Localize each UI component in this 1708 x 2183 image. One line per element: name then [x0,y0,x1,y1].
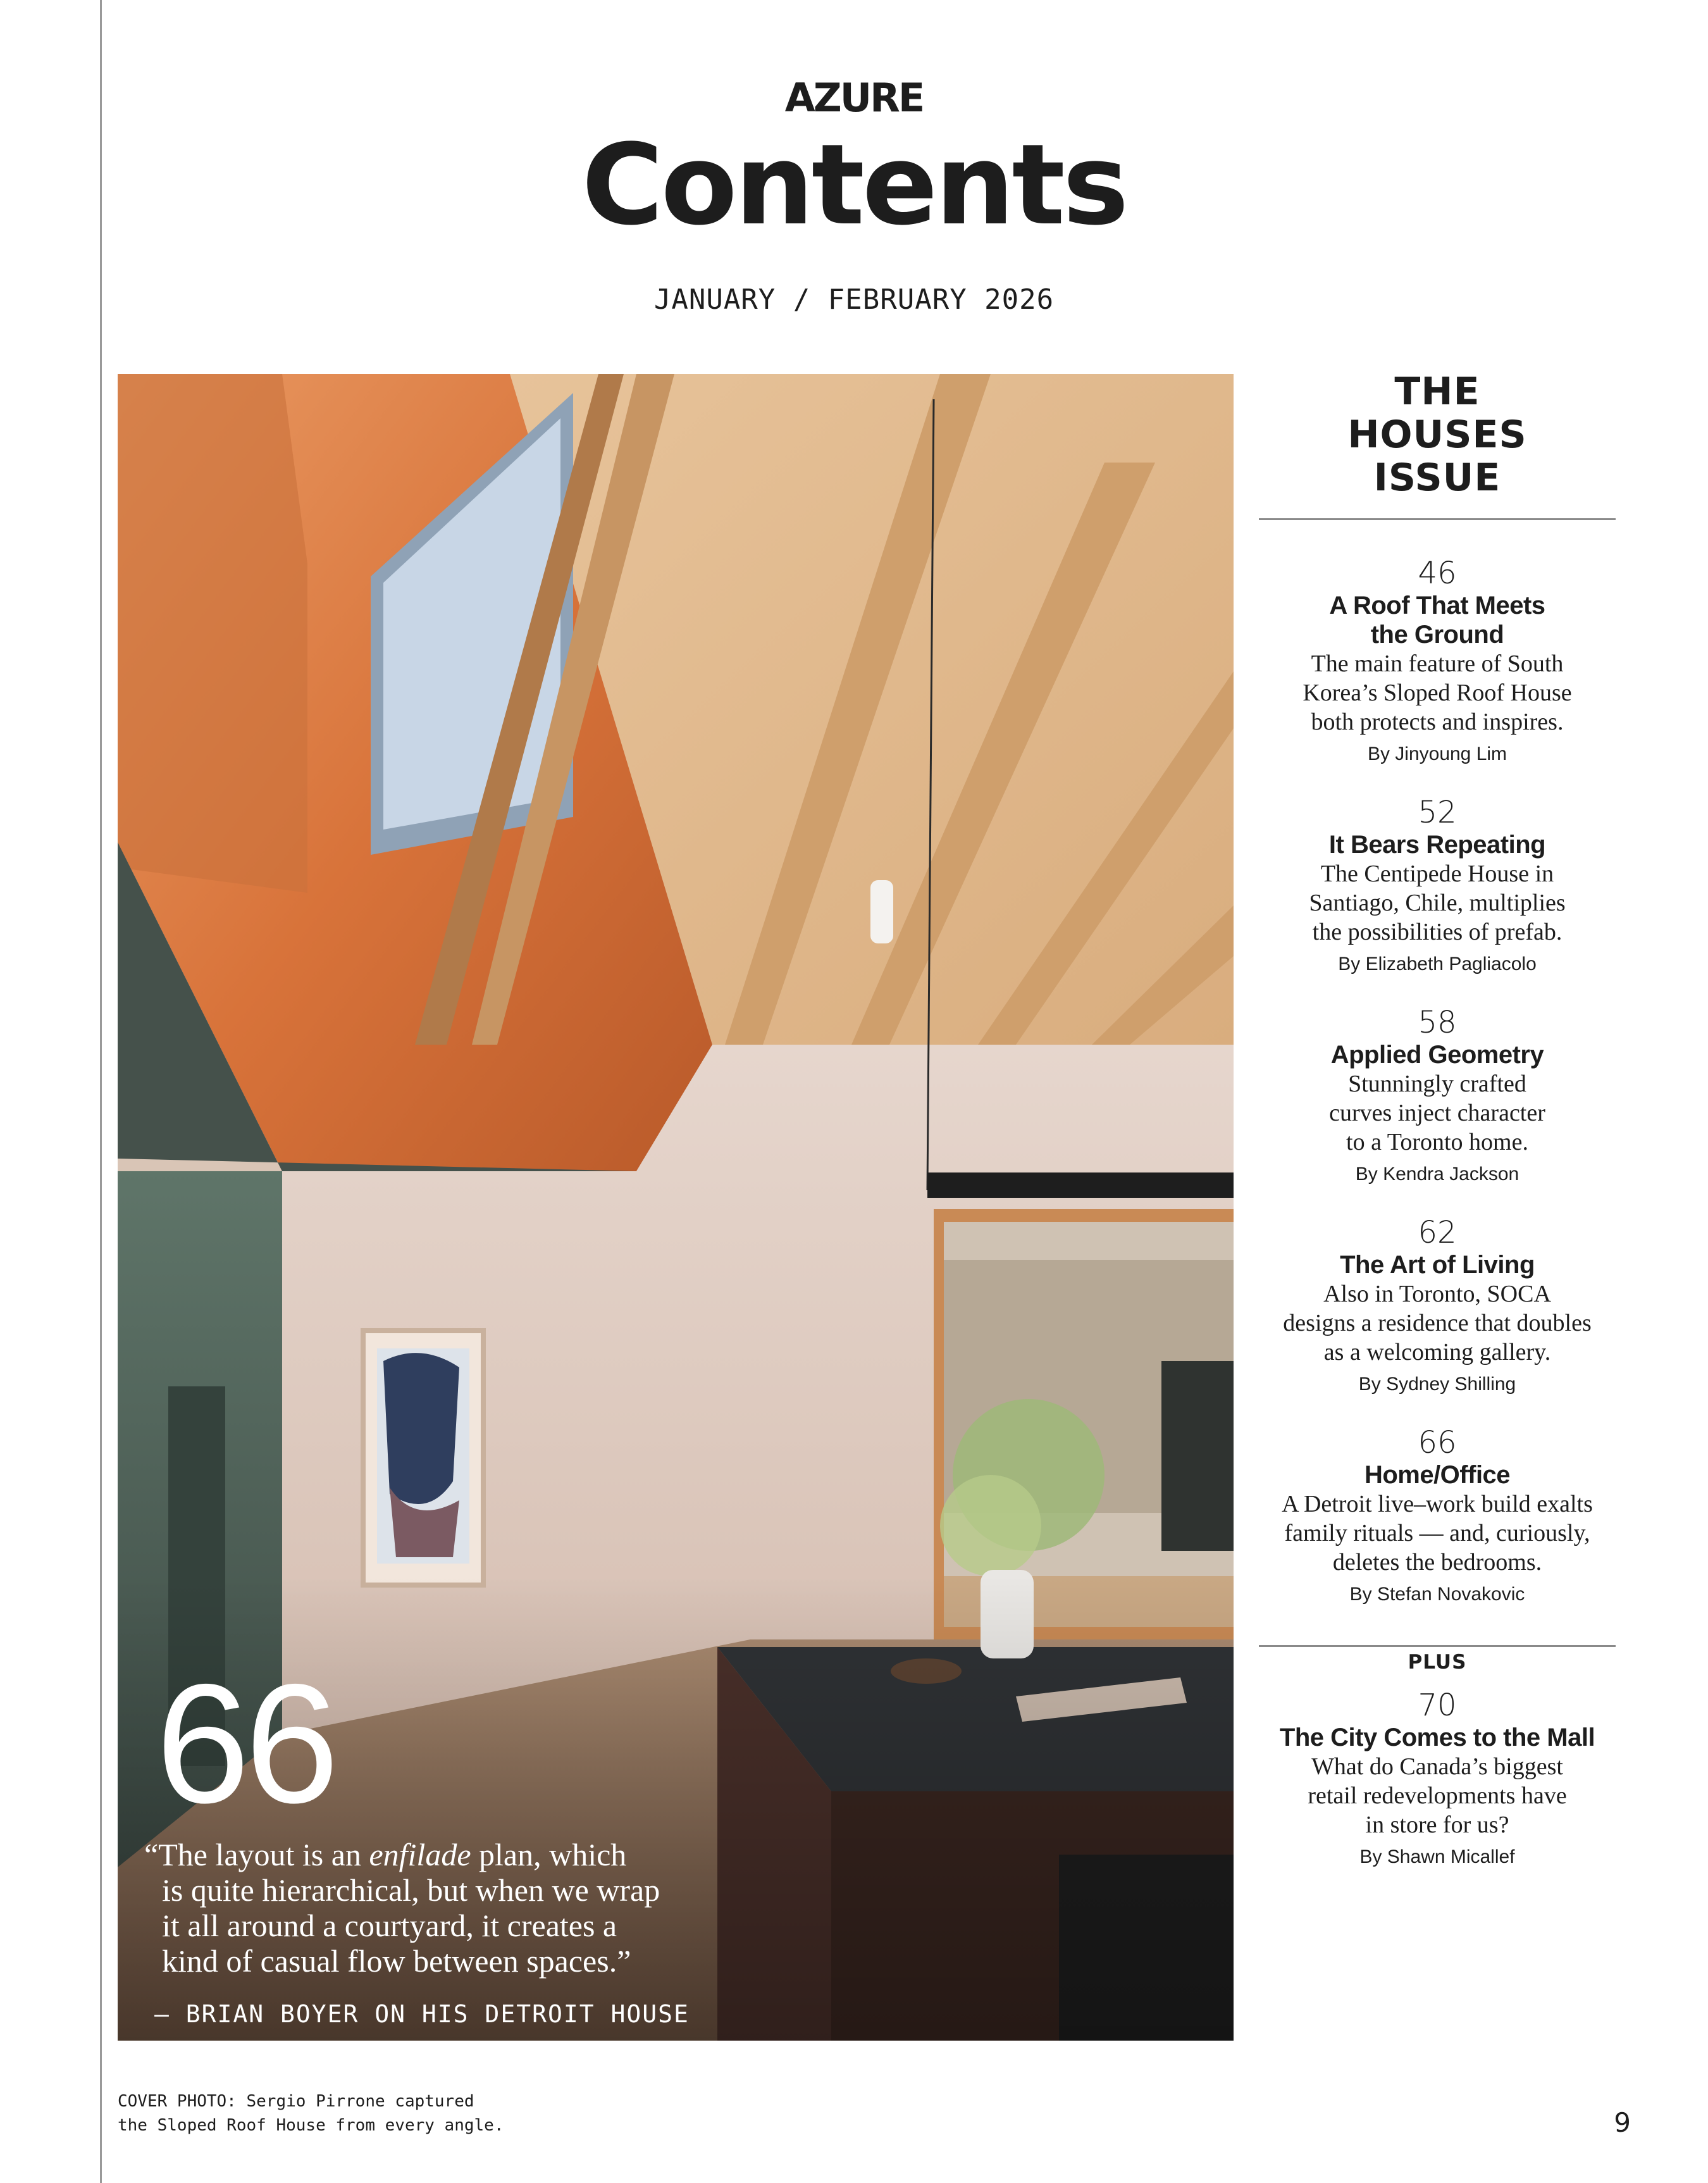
toc-dek-line: family rituals — and, curiously, [1284,1520,1590,1546]
toc-dek-line: designs a residence that doubles [1283,1310,1592,1336]
toc-dek-line: The Centipede House in [1320,861,1554,887]
toc-dek-line: deletes the bedrooms. [1332,1549,1542,1576]
pull-quote-text: plan, which [471,1837,627,1872]
toc-page-number: 52 [1418,795,1457,830]
toc-page-number: 70 [1418,1688,1457,1723]
cover-credit-line: COVER PHOTO: Sergio Pirrone captured [118,2092,474,2111]
toc-dek-line: both protects and inspires. [1311,709,1564,735]
toc-dek-line: Stunningly crafted [1348,1071,1526,1097]
cover-credit-line: the Sloped Roof House from every angle. [118,2116,504,2135]
toc-title-line: The City Comes to the Mall [1279,1724,1595,1751]
toc-dek-line: retail redevelopments have [1308,1782,1567,1809]
toc-title [1259,591,1616,649]
pull-quote-line: it all around a courtyard, it creates a [162,1908,617,1943]
toc-item[interactable] [1259,1425,1616,1607]
toc-byline: By Stefan Novakovic [1349,1584,1525,1605]
toc-dek-line: Also in Toronto, SOCA [1323,1281,1551,1307]
toc-title [1259,830,1616,859]
toc-dek [1259,1069,1616,1157]
toc-item[interactable] [1259,1005,1616,1187]
feature-photo [118,374,1234,2041]
toc-dek [1259,1490,1616,1577]
toc-byline: By Jinyoung Lim [1367,743,1507,764]
toc-page-number: 62 [1418,1215,1457,1250]
toc-dek-line: the possibilities of prefab. [1312,919,1563,945]
toc-dek-line: curves inject character [1329,1100,1545,1126]
toc-title-line: A Roof That Meets [1329,592,1545,619]
plus-section [1259,1645,1616,1870]
toc-dek-line: Santiago, Chile, multiplies [1309,890,1566,916]
toc-title-line: Applied Geometry [1330,1041,1544,1069]
issue-theme-line: THE [1394,370,1480,414]
toc-title [1259,1040,1616,1069]
toc-byline: By Shawn Micallef [1359,1846,1515,1867]
pull-quote-attribution: — BRIAN BOYER ON HIS DETROIT HOUSE [154,2000,690,2028]
section-divider [1259,518,1616,520]
toc-item[interactable] [1259,795,1616,977]
issue-theme [1259,370,1616,499]
toc-title-line: It Bears Repeating [1328,831,1546,859]
toc-dek-line: A Detroit live–work build exalts [1282,1491,1593,1517]
quote-page-number: 66 [156,1648,335,1838]
toc-dek-line: Korea’s Sloped Roof House [1303,680,1572,706]
toc-byline: By Sydney Shilling [1358,1374,1516,1395]
toc-byline: By Kendra Jackson [1355,1164,1519,1185]
toc-page-number: 58 [1418,1005,1457,1040]
page-title: Contents [581,120,1127,250]
toc-title-line: The Art of Living [1340,1251,1535,1279]
page-number: 9 [1614,2107,1631,2138]
toc-title-line: Home/Office [1364,1461,1511,1489]
cover-photo-credit [118,2089,504,2137]
plus-label: PLUS [1408,1651,1467,1674]
toc-item[interactable] [1259,1688,1616,1870]
toc-dek-line: in store for us? [1365,1812,1509,1838]
issue-theme-line: ISSUE [1373,456,1501,500]
issue-theme-line: HOUSES [1347,413,1527,457]
toc-list [1259,556,1616,1607]
toc-item[interactable] [1259,1215,1616,1397]
pull-quote-line: kind of casual flow between spaces.” [162,1943,631,1979]
section-divider [1259,1645,1616,1647]
toc-dek [1259,1279,1616,1367]
masthead-logo: AZURE [784,75,924,121]
toc-dek [1259,1752,1616,1839]
pull-quote-emphasis: enfilade [369,1837,471,1872]
page-margin-rule [100,0,102,2183]
pull-quote-line: is quite hierarchical, but when we wrap [162,1872,660,1908]
toc-title [1259,1460,1616,1490]
toc-dek-line: as a welcoming gallery. [1323,1339,1551,1365]
pull-quote [144,1837,714,1979]
toc-page-number: 66 [1418,1425,1457,1460]
toc-page-number: 46 [1418,556,1457,591]
toc-title [1259,1250,1616,1279]
toc-title-line: the Ground [1370,621,1504,649]
toc-title [1259,1723,1616,1752]
issue-date: JANUARY / FEBRUARY 2026 [653,283,1055,316]
toc-dek-line: What do Canada’s biggest [1311,1753,1563,1780]
toc-dek [1259,649,1616,737]
toc-item[interactable] [1259,556,1616,767]
toc-dek-line: The main feature of South [1311,650,1564,677]
contents-sidebar [1259,370,1616,1898]
toc-byline: By Elizabeth Pagliacolo [1338,954,1537,974]
pull-quote-text: “The layout is an [144,1837,369,1872]
toc-dek [1259,859,1616,947]
toc-dek-line: to a Toronto home. [1346,1129,1528,1155]
